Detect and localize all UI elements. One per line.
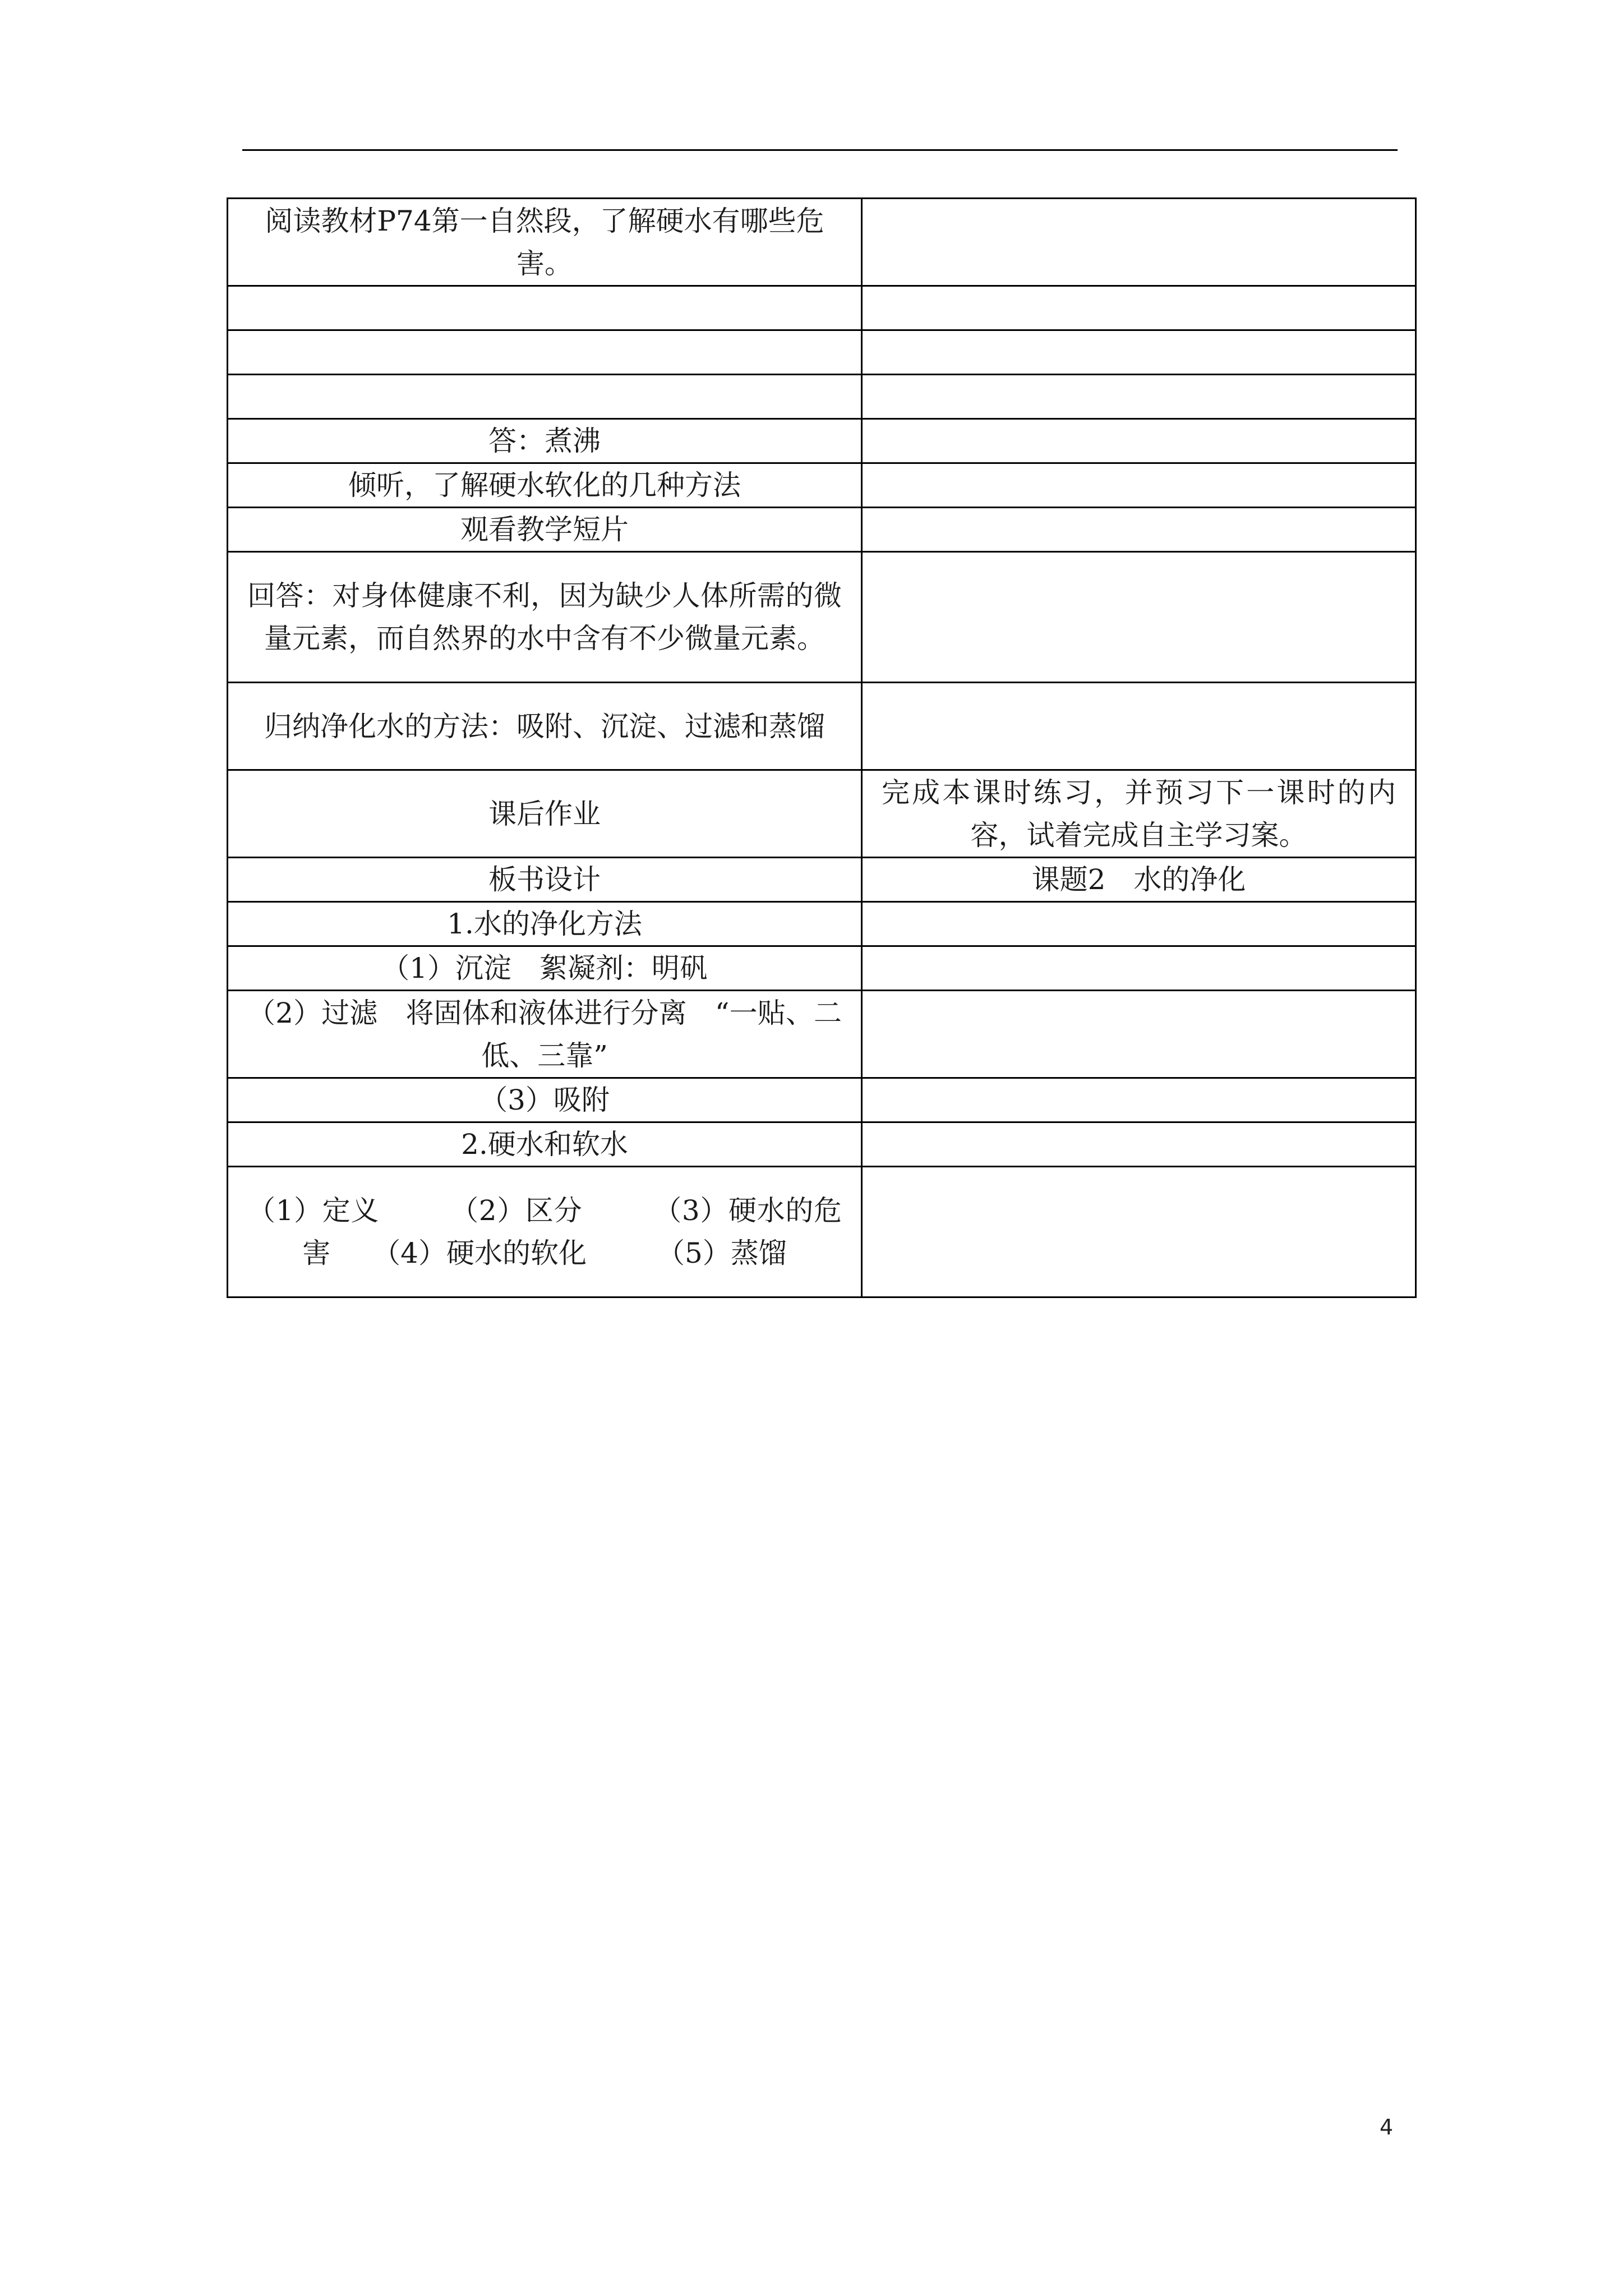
table-row bbox=[228, 463, 1416, 508]
table-cell-right bbox=[862, 419, 1416, 463]
table-cell-right bbox=[862, 375, 1416, 419]
table-cell-left: 答：煮沸 bbox=[228, 419, 862, 463]
table-row bbox=[228, 1122, 1416, 1167]
table-cell-left: 1.水的净化方法 bbox=[228, 902, 862, 946]
table-row bbox=[228, 858, 1416, 902]
table-cell-right bbox=[862, 330, 1416, 375]
table-cell-left: 2.硬水和软水 bbox=[228, 1122, 862, 1167]
table-cell-left: 归纳净化水的方法：吸附、沉淀、过滤和蒸馏 bbox=[228, 683, 862, 770]
table-row bbox=[228, 991, 1416, 1078]
table-cell-right bbox=[862, 199, 1416, 286]
table-row bbox=[228, 330, 1416, 375]
lesson-plan-table bbox=[227, 197, 1417, 1298]
table-row bbox=[228, 770, 1416, 858]
table-cell-right bbox=[862, 991, 1416, 1078]
table-cell-left: （2）过滤 将固体和液体进行分离 “一贴、二低、三靠” bbox=[228, 991, 862, 1078]
table-row bbox=[228, 1078, 1416, 1122]
table-cell-left: 板书设计 bbox=[228, 858, 862, 902]
table-cell-right bbox=[862, 463, 1416, 508]
table-cell-right: 课题2 水的净化 bbox=[862, 858, 1416, 902]
table-row bbox=[228, 902, 1416, 946]
header-rule bbox=[242, 149, 1398, 151]
table-cell-left: 回答：对身体健康不利，因为缺少人体所需的微量元素，而自然界的水中含有不少微量元素。 bbox=[228, 552, 862, 683]
table-cell-right bbox=[862, 552, 1416, 683]
table-cell-left: （1）定义 （2）区分 （3）硬水的危害 （4）硬水的软化 （5）蒸馏 bbox=[228, 1167, 862, 1297]
table-cell-right bbox=[862, 946, 1416, 991]
table-cell-left bbox=[228, 375, 862, 419]
table-row bbox=[228, 508, 1416, 552]
table-cell-left: 阅读教材P74第一自然段，了解硬水有哪些危害。 bbox=[228, 199, 862, 286]
table-cell-left: 课后作业 bbox=[228, 770, 862, 858]
table-cell-right bbox=[862, 1078, 1416, 1122]
table-cell-left: 观看教学短片 bbox=[228, 508, 862, 552]
table-cell-left bbox=[228, 286, 862, 330]
table-row bbox=[228, 199, 1416, 286]
table-cell-left: 倾听，了解硬水软化的几种方法 bbox=[228, 463, 862, 508]
table-row bbox=[228, 1167, 1416, 1297]
table-row bbox=[228, 286, 1416, 330]
table-cell-left: （3）吸附 bbox=[228, 1078, 862, 1122]
table-cell-right bbox=[862, 286, 1416, 330]
table-cell-right bbox=[862, 1122, 1416, 1167]
table-cell-left: （1）沉淀 絮凝剂：明矾 bbox=[228, 946, 862, 991]
table-cell-right bbox=[862, 1167, 1416, 1297]
table-cell-right bbox=[862, 902, 1416, 946]
table-row bbox=[228, 375, 1416, 419]
table-row bbox=[228, 552, 1416, 683]
table-cell-right bbox=[862, 683, 1416, 770]
table-row bbox=[228, 419, 1416, 463]
table-row bbox=[228, 946, 1416, 991]
table-row bbox=[228, 683, 1416, 770]
table-cell-left bbox=[228, 330, 862, 375]
table-cell-right: 完成本课时练习，并预习下一课时的内容，试着完成自主学习案。 bbox=[862, 770, 1416, 858]
page-number: 4 bbox=[1380, 2115, 1394, 2139]
table-cell-right bbox=[862, 508, 1416, 552]
